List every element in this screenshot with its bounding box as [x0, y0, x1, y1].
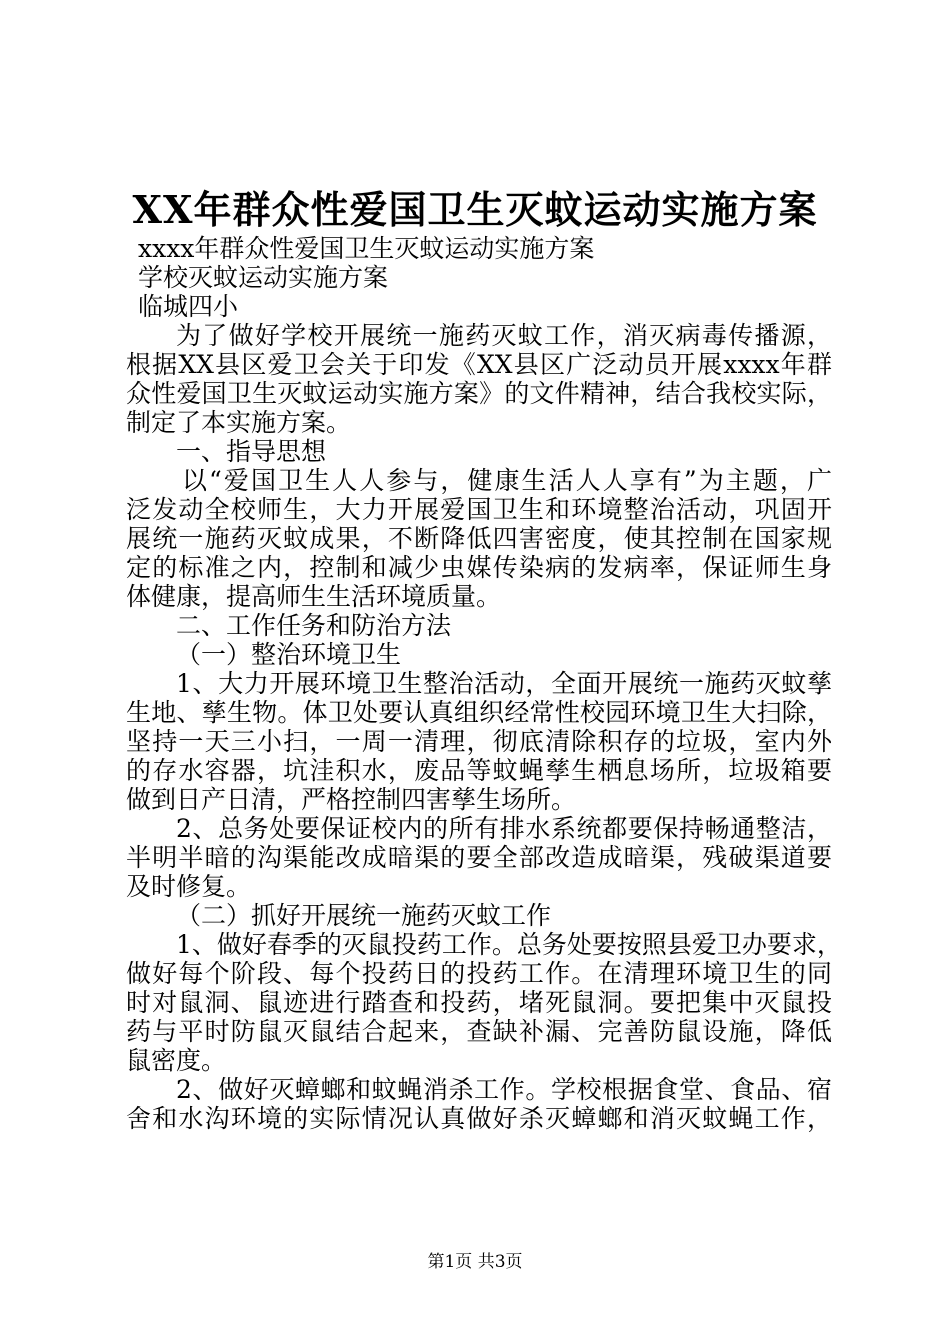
- paragraph-line: 1、大力开展环境卫生整治活动，全面开展统一施药灭蚊孳: [176, 669, 832, 698]
- subsection-heading: （二）抓好开展统一施药灭蚊工作: [176, 901, 552, 930]
- paragraph-line: 2、做好灭蟑螂和蚊蝇消杀工作。学校根据食堂、食品、宿: [176, 1075, 832, 1104]
- paragraph-line: 时对鼠洞、鼠迹进行踏查和投药，堵死鼠洞。要把集中灭鼠投: [126, 988, 832, 1017]
- paragraph-line: 制定了本实施方案。: [126, 408, 352, 437]
- paragraph-line: 鼠密度。: [126, 1046, 227, 1075]
- paragraph-line: 定的标准之内，控制和减少虫媒传染病的发病率，保证师生身: [126, 553, 832, 582]
- document-title: XX年群众性爱国卫生灭蚊运动实施方案: [132, 187, 818, 232]
- page-indicator: 第1页 共3页: [427, 1252, 523, 1272]
- paragraph-line: 做好每个阶段、每个投药日的投药工作。在清理环境卫生的同: [126, 959, 832, 988]
- paragraph-line: 以“爱国卫生人人参与，健康生活人人享有”为主题，广: [182, 466, 832, 495]
- paragraph-line: 药与平时防鼠灭鼠结合起来，查缺补漏、完善防鼠设施，降低: [126, 1017, 832, 1046]
- school-name: 临城四小: [138, 292, 239, 321]
- paragraph-line: 展统一施药灭蚊成果，不断降低四害密度，使其控制在国家规: [126, 524, 832, 553]
- paragraph-line: 为了做好学校开展统一施药灭蚊工作，消灭病毒传播源，: [176, 321, 832, 350]
- subtitle-line: xxxx年群众性爱国卫生灭蚊运动实施方案: [138, 234, 595, 263]
- document-body: [126, 234, 842, 1133]
- paragraph-line: 坚持一天三小扫，一周一清理，彻底清除积存的垃圾，室内外: [126, 727, 832, 756]
- paragraph-line: 的存水容器，坑洼积水，废品等蚊蝇孳生栖息场所，垃圾箱要: [126, 756, 832, 785]
- paragraph-line: 根据XX县区爱卫会关于印发《XX县区广泛动员开展xxxx年群: [126, 350, 832, 379]
- paragraph-line: 泛发动全校师生，大力开展爱国卫生和环境整治活动，巩固开: [126, 495, 832, 524]
- subsection-heading: （一）整治环境卫生: [176, 640, 402, 669]
- section-heading: 一、指导思想: [176, 437, 327, 466]
- paragraph-line: 体健康，提高师生生活环境质量。: [126, 582, 502, 611]
- paragraph-line: 舍和水沟环境的实际情况认真做好杀灭蟑螂和消灭蚊蝇工作，: [126, 1104, 832, 1133]
- paragraph-line: 1、做好春季的灭鼠投药工作。总务处要按照县爱卫办要求，: [176, 930, 842, 959]
- paragraph-line: 半明半暗的沟渠能改成暗渠的要全部改造成暗渠，残破渠道要: [126, 843, 832, 872]
- section-heading: 二、工作任务和防治方法: [176, 611, 452, 640]
- paragraph-line: 及时修复。: [126, 872, 252, 901]
- paragraph-line: 2、总务处要保证校内的所有排水系统都要保持畅通整洁，: [176, 814, 832, 843]
- paragraph-line: 做到日产日清，严格控制四害孳生场所。: [126, 785, 577, 814]
- paragraph-line: 生地、孳生物。体卫处要认真组织经常性校园环境卫生大扫除，: [126, 698, 832, 727]
- subtitle-line: 学校灭蚊运动实施方案: [138, 263, 389, 292]
- paragraph-line: 众性爱国卫生灭蚊运动实施方案》的文件精神，结合我校实际，: [126, 379, 832, 408]
